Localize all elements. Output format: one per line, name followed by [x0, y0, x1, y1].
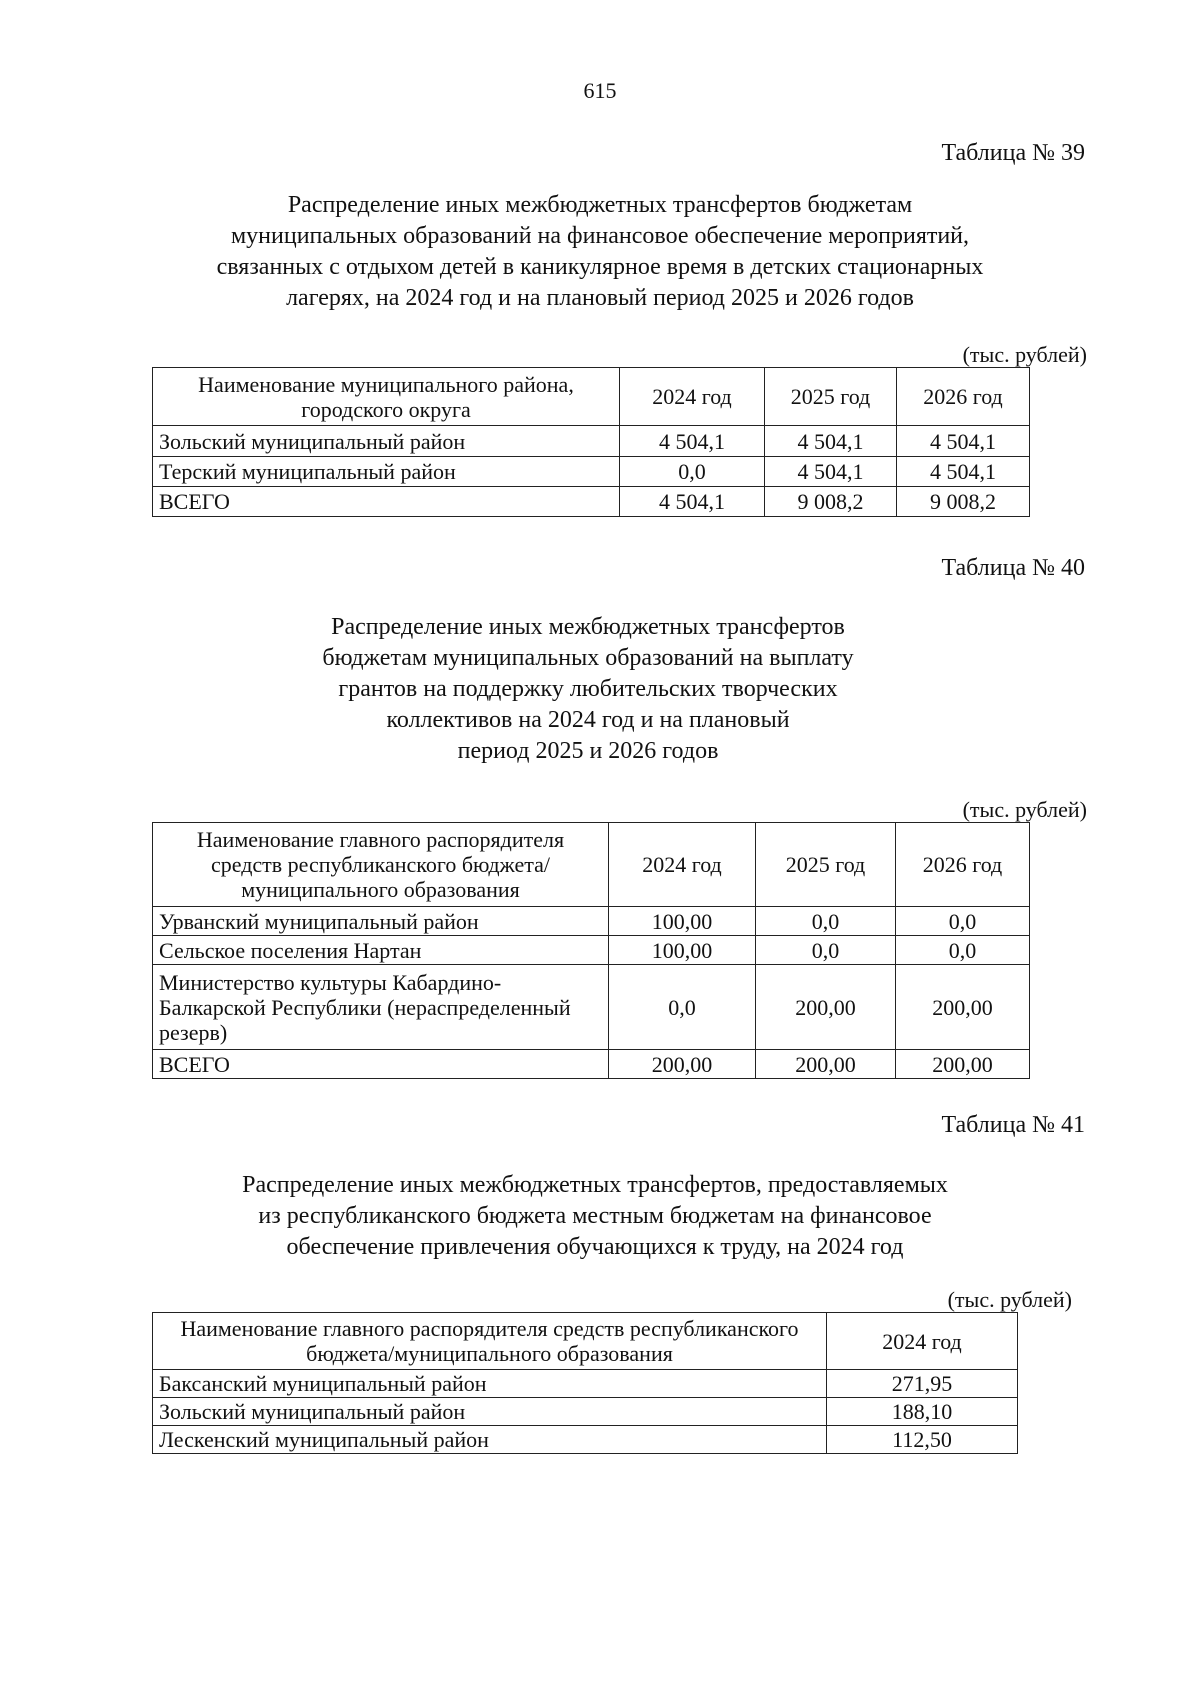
table-row: [153, 907, 1030, 936]
row-name: ВСЕГО: [153, 487, 620, 517]
value-2026: 0,0: [896, 907, 1030, 936]
value-2024: 271,95: [827, 1370, 1018, 1398]
table-total-row: [153, 1050, 1030, 1079]
row-name: Зольский муниципальный район: [153, 426, 620, 457]
table-row: [153, 936, 1030, 965]
table-row: [153, 1398, 1018, 1426]
value-2024: 100,00: [609, 936, 756, 965]
table-header-row: [153, 823, 1030, 907]
column-header-name: Наименование муниципального района, городского округа: [153, 368, 620, 426]
value-2026: 0,0: [896, 936, 1030, 965]
value-2025: 0,0: [756, 907, 896, 936]
title-line: из республиканского бюджета местным бюджетам на финансовое: [258, 1203, 932, 1229]
table-header-row: [153, 1313, 1018, 1370]
row-name: Баксанский муниципальный район: [153, 1370, 827, 1398]
value-2024: 200,00: [609, 1050, 756, 1079]
table-header-row: [153, 368, 1030, 426]
table-row: [153, 965, 1030, 1050]
table-40-title: [0, 612, 1188, 767]
column-header-name: Наименование главного распорядителя средств республиканского бюджета/муниципального образования: [153, 1313, 827, 1370]
column-header-2024: 2024 год: [827, 1313, 1018, 1370]
title-line: период 2025 и 2026 годов: [457, 738, 719, 764]
value-2025: 200,00: [756, 965, 896, 1050]
column-header-2025: 2025 год: [756, 823, 896, 907]
title-line: Распределение иных межбюджетных трансфертов бюджетам: [287, 192, 913, 218]
column-header-2024: 2024 год: [609, 823, 756, 907]
row-name: Министерство культуры Кабардино-Балкарской Республики (нераспределенный резерв): [153, 965, 609, 1050]
value-2024: 188,10: [827, 1398, 1018, 1426]
table-39-title: [0, 190, 1200, 314]
title-line: коллективов на 2024 год и на плановый: [386, 707, 790, 733]
table-40-units: (тыс. рублей): [962, 797, 1087, 822]
page-number: 615: [583, 78, 617, 103]
table-row: [153, 1370, 1018, 1398]
table-row: [153, 457, 1030, 487]
table-39-units: (тыс. рублей): [962, 342, 1087, 367]
value-2026: 4 504,1: [897, 457, 1030, 487]
value-2024: 0,0: [609, 965, 756, 1050]
row-name: Зольский муниципальный район: [153, 1398, 827, 1426]
title-line: обеспечение привлечения обучающихся к труду, на 2024 год: [286, 1234, 904, 1260]
title-line: муниципальных образований на финансовое обеспечение мероприятий,: [230, 223, 970, 249]
value-2024: 4 504,1: [620, 426, 765, 457]
column-header-name: Наименование главного распорядителя средств республиканского бюджета/ муниципального образования: [153, 823, 609, 907]
table-41-title: [0, 1170, 1195, 1263]
title-line: лагерях, на 2024 год и на плановый период 2025 и 2026 годов: [286, 285, 914, 311]
value-2024: 0,0: [620, 457, 765, 487]
table-total-row: [153, 487, 1030, 517]
value-2026: 200,00: [896, 965, 1030, 1050]
value-2024: 100,00: [609, 907, 756, 936]
table-39-label: Таблица № 39: [941, 140, 1085, 166]
value-2024: 112,50: [827, 1426, 1018, 1454]
value-2025: 9 008,2: [765, 487, 897, 517]
title-line: Распределение иных межбюджетных трансфертов: [331, 614, 845, 640]
table-row: [153, 1426, 1018, 1454]
column-header-2026: 2026 год: [897, 368, 1030, 426]
value-2025: 0,0: [756, 936, 896, 965]
row-name: Сельское поселения Нартан: [153, 936, 609, 965]
title-line: связанных с отдыхом детей в каникулярное время в детских стационарных: [216, 254, 984, 280]
table-41-label: Таблица № 41: [941, 1112, 1085, 1138]
value-2024: 4 504,1: [620, 487, 765, 517]
value-2025: 4 504,1: [765, 457, 897, 487]
value-2025: 200,00: [756, 1050, 896, 1079]
row-name: Лескенский муниципальный район: [153, 1426, 827, 1454]
value-2026: 9 008,2: [897, 487, 1030, 517]
value-2026: 4 504,1: [897, 426, 1030, 457]
title-line: Распределение иных межбюджетных трансфертов, предоставляемых: [242, 1172, 948, 1198]
column-header-2025: 2025 год: [765, 368, 897, 426]
table-41: [152, 1312, 1018, 1454]
table-41-units: (тыс. рублей): [947, 1287, 1072, 1312]
title-line: бюджетам муниципальных образований на выплату: [322, 645, 854, 671]
table-40: [152, 822, 1030, 1079]
table-39: [152, 367, 1030, 517]
title-line: грантов на поддержку любительских творческих: [338, 676, 838, 702]
column-header-2024: 2024 год: [620, 368, 765, 426]
row-name: Урванский муниципальный район: [153, 907, 609, 936]
row-name: Терский муниципальный район: [153, 457, 620, 487]
row-name: ВСЕГО: [153, 1050, 609, 1079]
value-2025: 4 504,1: [765, 426, 897, 457]
table-row: [153, 426, 1030, 457]
table-40-label: Таблица № 40: [941, 555, 1085, 581]
value-2026: 200,00: [896, 1050, 1030, 1079]
column-header-2026: 2026 год: [896, 823, 1030, 907]
